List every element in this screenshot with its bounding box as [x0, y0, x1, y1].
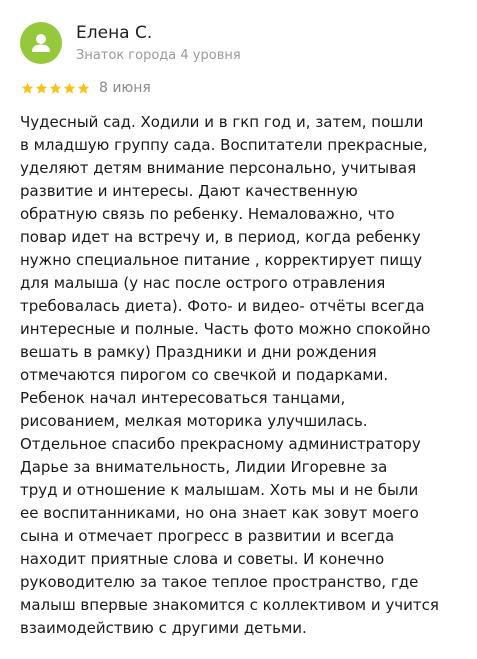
review-text-line: нужно специальное питание , корректирует пищу: [20, 251, 423, 269]
author-name[interactable]: Елена С.: [76, 22, 153, 43]
review-text-line: развитие и интересы. Дают качественную: [20, 182, 358, 200]
review-text-line: для малыша (у нас после острого отравления: [20, 274, 386, 292]
review-text-line: рисованием, мелкая моторика улучшилась.: [20, 412, 368, 430]
review-text-line: в младшую группу сада. Воспитатели прекрасные,: [20, 136, 428, 154]
review-header: [20, 22, 241, 64]
review-text-line: труд и отношение к малышам. Хоть мы и не были: [20, 481, 419, 499]
review-text-line: малыш впервые знакомится с коллективом и учится: [20, 596, 439, 614]
review-text-line: отмечаются пирогом со свечкой и подарками.: [20, 366, 389, 384]
review-text-line: обратную связь по ребенку. Немаловажно, что: [20, 205, 395, 223]
star-icon: [77, 82, 90, 95]
star-icon: [21, 82, 34, 95]
rating-stars: [21, 82, 91, 95]
review-text-line: повар идет на встречу и, в период, когда ребенку: [20, 228, 421, 246]
review-text: [20, 111, 470, 640]
star-icon: [49, 82, 62, 95]
star-icon: [63, 82, 76, 95]
review-text-line: находит приятные слова и советы. И конечно: [20, 550, 385, 568]
review-text-line: сына и отмечает прогресс в развитии и всегда: [20, 527, 395, 545]
review-text-line: вешать в рамку) Праздники и дни рождения: [20, 343, 377, 361]
review-text-line: Отдельное спасибо прекрасному администратору: [20, 435, 421, 453]
rating-row: [21, 79, 151, 97]
review-text-line: ее воспитанниками, но она знает как зовут моего: [20, 504, 419, 522]
author-level: Знаток города 4 уровня: [76, 47, 241, 63]
author-info: [76, 23, 241, 64]
review-text-line: интересные и полные. Часть фото можно спокойно: [20, 320, 431, 338]
review-text-line: Дарье за внимательность, Лидии Игоревне за: [20, 458, 388, 476]
review-text-line: взаимодействию с другими детьми.: [20, 619, 307, 637]
review-text-line: требовалась диета). Фото- и видео- отчёты всегда: [20, 297, 425, 315]
avatar[interactable]: [20, 22, 62, 64]
review-text-line: уделяют детям внимание персонально, учитывая: [20, 159, 417, 177]
review-date: 8 июня: [99, 80, 151, 96]
review-text-line: Чудесный сад. Ходили и в гкп год и, затем, пошли: [20, 113, 424, 131]
review-text-line: Ребенок начал интересоваться танцами,: [20, 389, 346, 407]
star-icon: [35, 82, 48, 95]
user-silhouette-icon: [28, 30, 54, 56]
review-text-line: руководителю за такое теплое пространство, где: [20, 573, 419, 591]
